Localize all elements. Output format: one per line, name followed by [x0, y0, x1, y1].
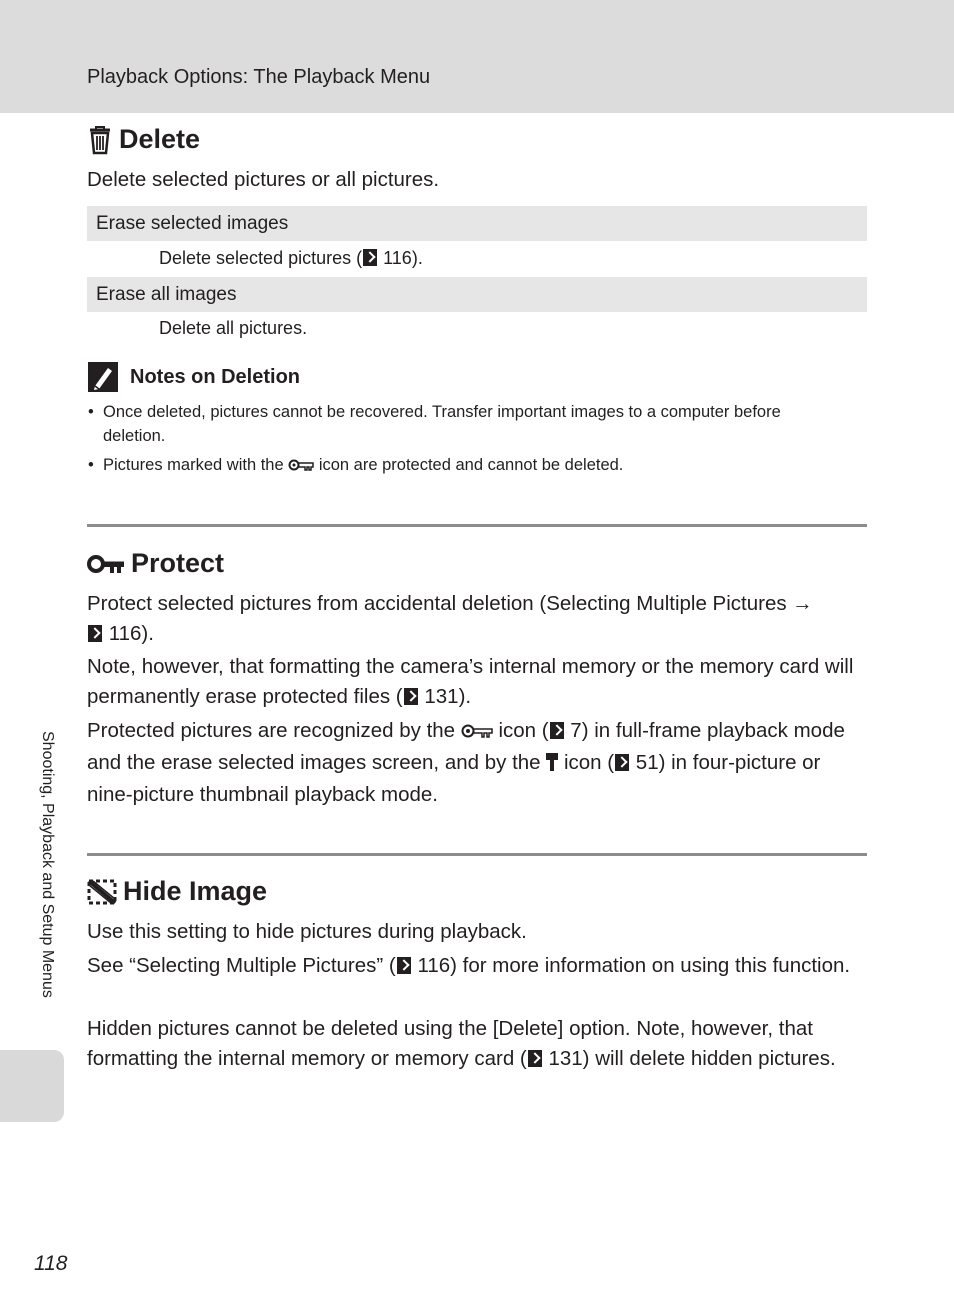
hide-image-heading — [87, 876, 267, 907]
page-reference-icon — [363, 249, 377, 266]
page-reference-icon — [528, 1050, 542, 1067]
hide-paragraph-2: See “Selecting Multiple Pictures” ( 116) for more information on using this function. — [87, 954, 851, 977]
notes-title: Notes on Deletion — [130, 365, 301, 388]
trash-icon — [87, 125, 113, 155]
page-reference: 116 — [383, 248, 412, 268]
option-desc: Delete all pictures. — [159, 318, 308, 338]
protect-paragraph-3: Protected pictures are recognized by the icon ( 7) in full-frame playback mode and the erase selected images screen, and by the icon ( 51) in four-picture or nine-picture thumbnail playback mode. — [87, 719, 845, 806]
page-reference-icon — [404, 688, 418, 705]
page-reference-icon — [397, 957, 411, 974]
protect-title: Protect — [131, 548, 225, 578]
section-divider — [87, 524, 867, 527]
delete-title: Delete — [119, 124, 201, 154]
page-number: 118 — [34, 1252, 68, 1275]
option-erase-all — [87, 277, 867, 312]
option-erase-selected — [87, 206, 867, 241]
option-desc: Delete selected pictures ( 116). — [159, 248, 423, 268]
delete-heading — [87, 124, 200, 155]
list-item: • Pictures marked with the icon are protected and cannot be deleted. — [87, 453, 847, 479]
hide-paragraph-3: Hidden pictures cannot be deleted using the [Delete] option. Note, however, that formatting the internal memory or memory card ( 131) will delete hidden pictures. — [87, 1017, 836, 1070]
notes-list — [87, 400, 847, 479]
page-reference-icon — [88, 625, 102, 642]
list-item: • Once deleted, pictures cannot be recovered. Transfer important images to a computer before deletion. — [87, 400, 847, 448]
option-label: Erase all images — [96, 284, 237, 305]
delete-intro: Delete selected pictures or all pictures. — [87, 168, 440, 191]
key-icon — [87, 552, 125, 576]
thumbnail-protect-icon — [546, 750, 558, 780]
page-reference-icon — [550, 722, 564, 739]
protect-heading — [87, 548, 224, 579]
notes-heading — [88, 362, 300, 392]
page-reference-icon — [615, 754, 629, 771]
hide-image-title: Hide Image — [123, 876, 268, 906]
hide-paragraph-1: Use this setting to hide pictures during playback. — [87, 920, 527, 943]
chapter-side-label: Shooting, Playback and Setup Menus — [39, 731, 56, 998]
hide-image-icon — [87, 879, 117, 905]
header-band — [0, 0, 954, 113]
running-header: Playback Options: The Playback Menu — [87, 66, 431, 88]
protect-key-icon — [288, 455, 314, 479]
protect-paragraph-1: Protect selected pictures from accidental deletion (Selecting Multiple Pictures → 116). — [87, 592, 813, 645]
option-label: Erase selected images — [96, 213, 289, 234]
protect-paragraph-2: Note, however, that formatting the camera’s internal memory or the memory card will permanently erase protected files ( 131). — [87, 655, 854, 708]
pencil-note-icon — [88, 362, 118, 392]
section-divider — [87, 853, 867, 856]
protect-key-icon — [461, 718, 493, 748]
chapter-tab — [0, 1050, 64, 1122]
